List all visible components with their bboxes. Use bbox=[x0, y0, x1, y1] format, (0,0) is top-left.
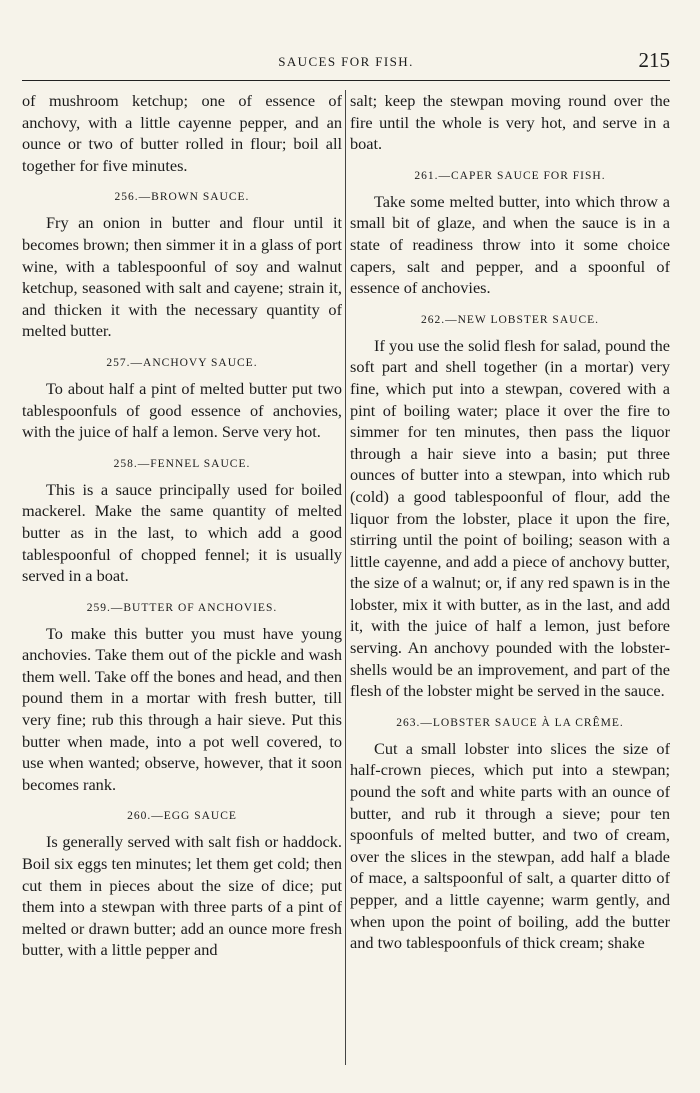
column-divider bbox=[345, 90, 346, 1065]
recipe-heading-259: 259.—BUTTER OF ANCHOVIES. bbox=[86, 601, 278, 614]
recipe-body-256: Fry an onion in butter and flour until it becomes brown; then simmer it in a glass of port wine, with a tablespoonful of soy and walnut ketchup, seasoned with salt and cayene; strain it, and thicken it with the necessary quantity of melted butter. bbox=[22, 213, 342, 341]
recipe-body-257: To about half a pint of melted butter put two tablespoonfuls of good essence of anchovies, with the juice of half a lemon. Serve very hot. bbox=[22, 378, 342, 442]
recipe-heading-261: 261.—CAPER SAUCE FOR FISH. bbox=[414, 169, 606, 182]
recipe-body-259: To make this butter you must have young anchovies. Take them out of the pickle and wash them well. Take off the bones and head, and then pound them in a mortar with fresh butter, till very fine; rub this through a hair sieve. Put this butter when made, into a pot well covered, to use when wanted; observe, however, that it soon becomes rank. bbox=[22, 623, 342, 794]
recipe-heading-262: 262.—NEW LOBSTER SAUCE. bbox=[420, 313, 600, 326]
continued-text: of mushroom ketchup; one of essence of anchovy, with a little cayenne pepper, and an ounce or two of butter rolled in flour; boil all together for five minutes. bbox=[22, 91, 342, 175]
page-number: 215 bbox=[638, 48, 670, 72]
right-column bbox=[350, 90, 670, 1070]
recipe-heading-258: 258.—FENNEL SAUCE. bbox=[113, 457, 251, 470]
recipe-body-263: Cut a small lobster into slices the size of half-crown pieces, which put into a stewpan; pound the soft and white parts with an ounce of butter, and rub it through a sieve; pour ten spoonfuls of melted butter, and two of cream, over the slices in the stewpan, add half a blade of mace, a saltspoonful of salt, a quarter ditto of pepper, and a little cayenne; warm gently, and when upon the point of boiling, add the butter and two tablespoonfuls of thick cream; shake bbox=[350, 738, 670, 953]
running-head: SAUCES FOR FISH. bbox=[278, 54, 414, 69]
header-rule bbox=[22, 80, 670, 81]
recipe-body-262: If you use the solid flesh for salad, pound the soft part and shell together (in a mortar) very fine, which put into a stewpan, covered with a pint of boiling water; place it over the fire to simmer for ten minutes, then pass the liquor through a hair sieve into a basin; put three ounces of butter into a stewpan, into which rub (cold) a good tablespoonful of flour, add the liquor from the lobster, place it upon the fire, stirring until the point of boiling; season with a little cayenne, and add a piece of anchovy butter, the size of a walnut; or, if any red spawn is in the lobster, mix it with butter, as in the last, and add it, with the juice of half a lemon, just before serving. An anchovy pounded with the lobster-shells would be an improvement, and part of the flesh of the lobster might be served in the sauce. bbox=[350, 335, 670, 701]
recipe-body-260: Is generally served with salt fish or haddock. Boil six eggs ten minutes; let them get cold; then cut them in pieces about the size of dice; put them into a stewpan with three parts of a pint of melted or drawn butter; add an ounce more fresh butter, with a little pepper and bbox=[22, 832, 342, 960]
recipe-heading-257: 257.—ANCHOVY SAUCE. bbox=[106, 356, 258, 369]
page-header bbox=[22, 50, 670, 74]
recipe-body-258: This is a sauce principally used for boiled mackerel. Make the same quantity of melted butter as in the last, to which add a good tablespoonful of chopped fennel; it is usually served in a boat. bbox=[22, 479, 342, 586]
recipe-heading-256: 256.—BROWN SAUCE. bbox=[114, 191, 250, 204]
left-column bbox=[22, 90, 342, 1070]
recipe-body-261: Take some melted butter, into which throw a small bit of glaze, and when the sauce is in a state of readiness throw into it some choice capers, salt and pepper, and a spoonful of essence of anchovies. bbox=[350, 191, 670, 298]
recipe-heading-260: 260.—EGG SAUCE bbox=[127, 810, 237, 823]
recipe-heading-263: 263.—LOBSTER SAUCE À LA CRÊME. bbox=[396, 716, 624, 729]
continued-text: salt; keep the stewpan moving round over the fire until the whole is very hot, and serve in a boat. bbox=[350, 91, 670, 154]
